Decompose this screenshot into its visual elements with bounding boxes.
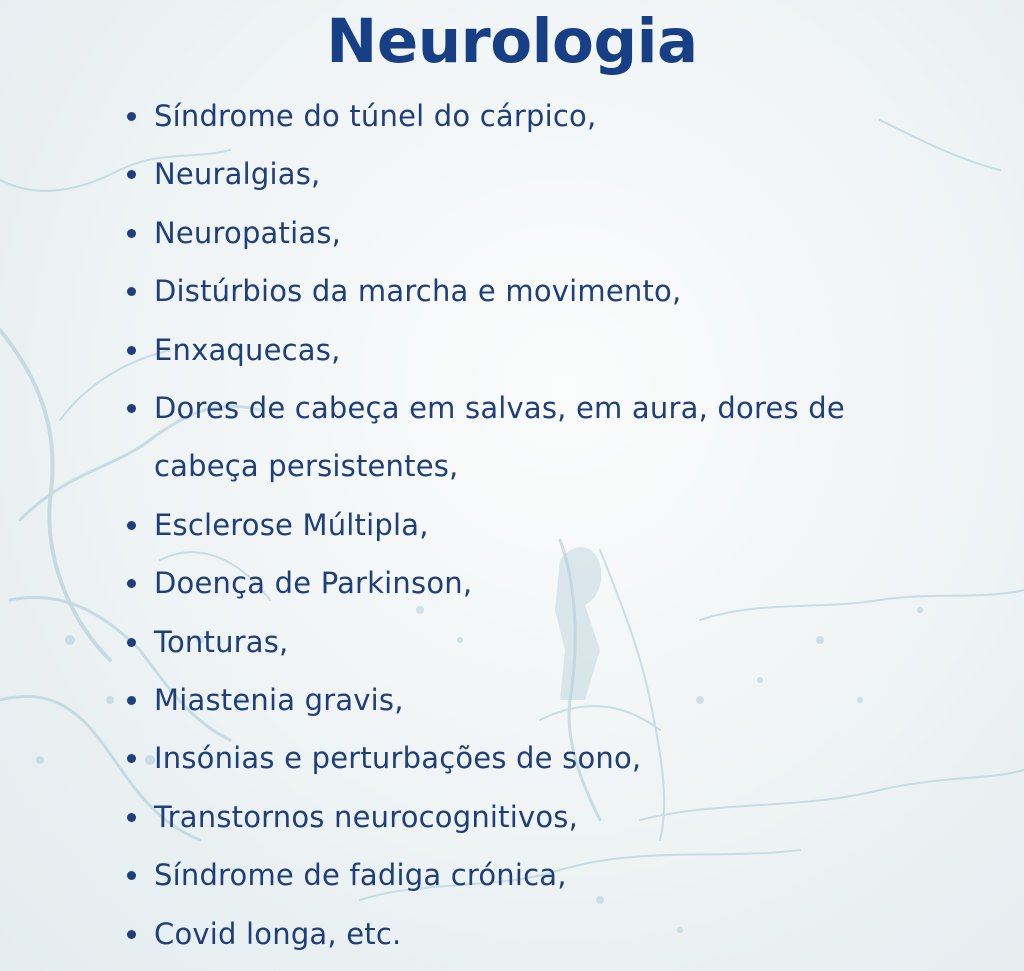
- list-item: [126, 145, 966, 203]
- bullet-icon: [127, 638, 136, 647]
- list-item-text: Síndrome de fadiga crónica,: [154, 858, 567, 893]
- bullet-icon: [127, 754, 136, 763]
- bullet-icon: [127, 170, 136, 179]
- list-item: [126, 87, 966, 145]
- bullet-icon: [127, 871, 136, 880]
- bullet-icon: [127, 346, 136, 355]
- list-item: [126, 204, 966, 262]
- list-item: [126, 905, 966, 963]
- list-item-text: Tonturas,: [154, 624, 289, 659]
- bullet-icon: [127, 930, 136, 939]
- list-item: [126, 613, 966, 671]
- bullet-icon: [127, 579, 136, 588]
- list-item: [126, 379, 966, 496]
- list-item-text: Síndrome do túnel do cárpico,: [154, 99, 597, 133]
- bullet-icon: [127, 813, 136, 822]
- list-item: [126, 554, 966, 612]
- bullet-icon: [127, 521, 136, 530]
- list-item-text: Insónias e perturbações de sono,: [154, 741, 642, 776]
- conditions-list: [126, 87, 966, 963]
- list-item: [126, 729, 966, 787]
- page-title: Neurologia: [326, 6, 698, 77]
- list-item-text: Esclerose Múltipla,: [154, 507, 429, 542]
- bullet-icon: [127, 229, 136, 238]
- list-item-text: Doença de Parkinson,: [154, 566, 473, 601]
- list-item-text: Distúrbios da marcha e movimento,: [154, 274, 682, 309]
- bullet-icon: [127, 287, 136, 296]
- list-item: [126, 321, 966, 379]
- list-item-text: Transtornos neurocognitivos,: [154, 799, 579, 834]
- bullet-icon: [127, 696, 136, 705]
- bullet-icon: [127, 404, 136, 413]
- bullet-icon: [127, 112, 136, 121]
- list-item: [126, 496, 966, 554]
- list-item-text: Neuralgias,: [154, 157, 321, 192]
- list-item-text: Covid longa, etc.: [154, 916, 402, 951]
- list-item-text: Miastenia gravis,: [154, 683, 404, 718]
- list-item: [126, 671, 966, 729]
- list-item: [126, 262, 966, 320]
- list-item: [126, 788, 966, 846]
- list-item-text: Dores de cabeça em salvas, em aura, dores de cabeça persistentes,: [154, 391, 845, 484]
- list-item-text: Neuropatias,: [154, 215, 342, 250]
- list-item-text: Enxaquecas,: [154, 332, 341, 367]
- list-item: [126, 846, 966, 904]
